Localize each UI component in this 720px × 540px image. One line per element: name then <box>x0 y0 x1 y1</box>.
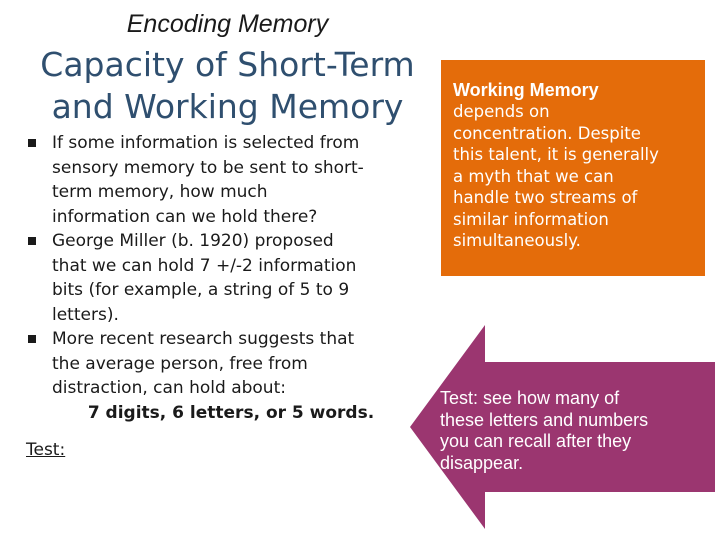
arrow-callout-line: these letters and numbers <box>440 409 649 430</box>
working-memory-line: similar information <box>453 209 609 229</box>
bullet-line: information can we hold there? <box>52 206 318 227</box>
bullet-line: letters). <box>52 304 119 325</box>
arrow-callout-line: Test: see how many of <box>440 388 620 408</box>
bullet-line: sensory memory to be sent to short- <box>52 157 364 178</box>
working-memory-line: this talent, it is generally <box>453 145 659 164</box>
working-memory-line: handle two streams of <box>453 188 638 207</box>
arrow-callout-line: you can recall after they <box>440 431 632 451</box>
title-line: and Working Memory <box>51 87 404 126</box>
bullet-list <box>10 131 410 425</box>
bullet-line: If some information is selected from <box>52 133 360 153</box>
bullet-line: George Miller (b. 1920) proposed <box>52 231 334 251</box>
square-bullet-icon <box>28 237 36 245</box>
bullet-line: distraction, can hold about: <box>52 378 286 398</box>
capacity-emphasis: 7 digits, 6 letters, or 5 words. <box>87 402 375 423</box>
arrow-callout-line: disappear. <box>440 452 524 473</box>
working-memory-heading: Working Memory <box>453 80 599 100</box>
working-memory-box <box>441 60 705 276</box>
bullet-item <box>10 229 410 327</box>
bullet-line: the average person, free from <box>52 353 308 374</box>
bullet-line: bits (for example, a string of 5 to 9 <box>52 280 350 300</box>
arrow-callout-text <box>440 388 710 474</box>
square-bullet-icon <box>28 335 36 343</box>
bullet-line: that we can hold 7 +/-2 information <box>52 255 357 276</box>
working-memory-line: depends on <box>453 102 550 121</box>
test-link[interactable]: Test: <box>26 440 66 460</box>
working-memory-line: a myth that we can <box>453 166 614 186</box>
bullet-item <box>10 131 410 229</box>
slide-title <box>20 44 435 128</box>
bullet-line: term memory, how much <box>52 182 268 202</box>
title-line: Capacity of Short-Term <box>40 45 415 84</box>
working-memory-line: concentration. Despite <box>453 123 641 143</box>
slide-kicker: Encoding Memory <box>126 10 329 38</box>
bullet-item <box>10 327 410 425</box>
square-bullet-icon <box>28 139 36 147</box>
bullet-line: More recent research suggests that <box>52 329 355 349</box>
working-memory-line: simultaneously. <box>453 231 581 250</box>
